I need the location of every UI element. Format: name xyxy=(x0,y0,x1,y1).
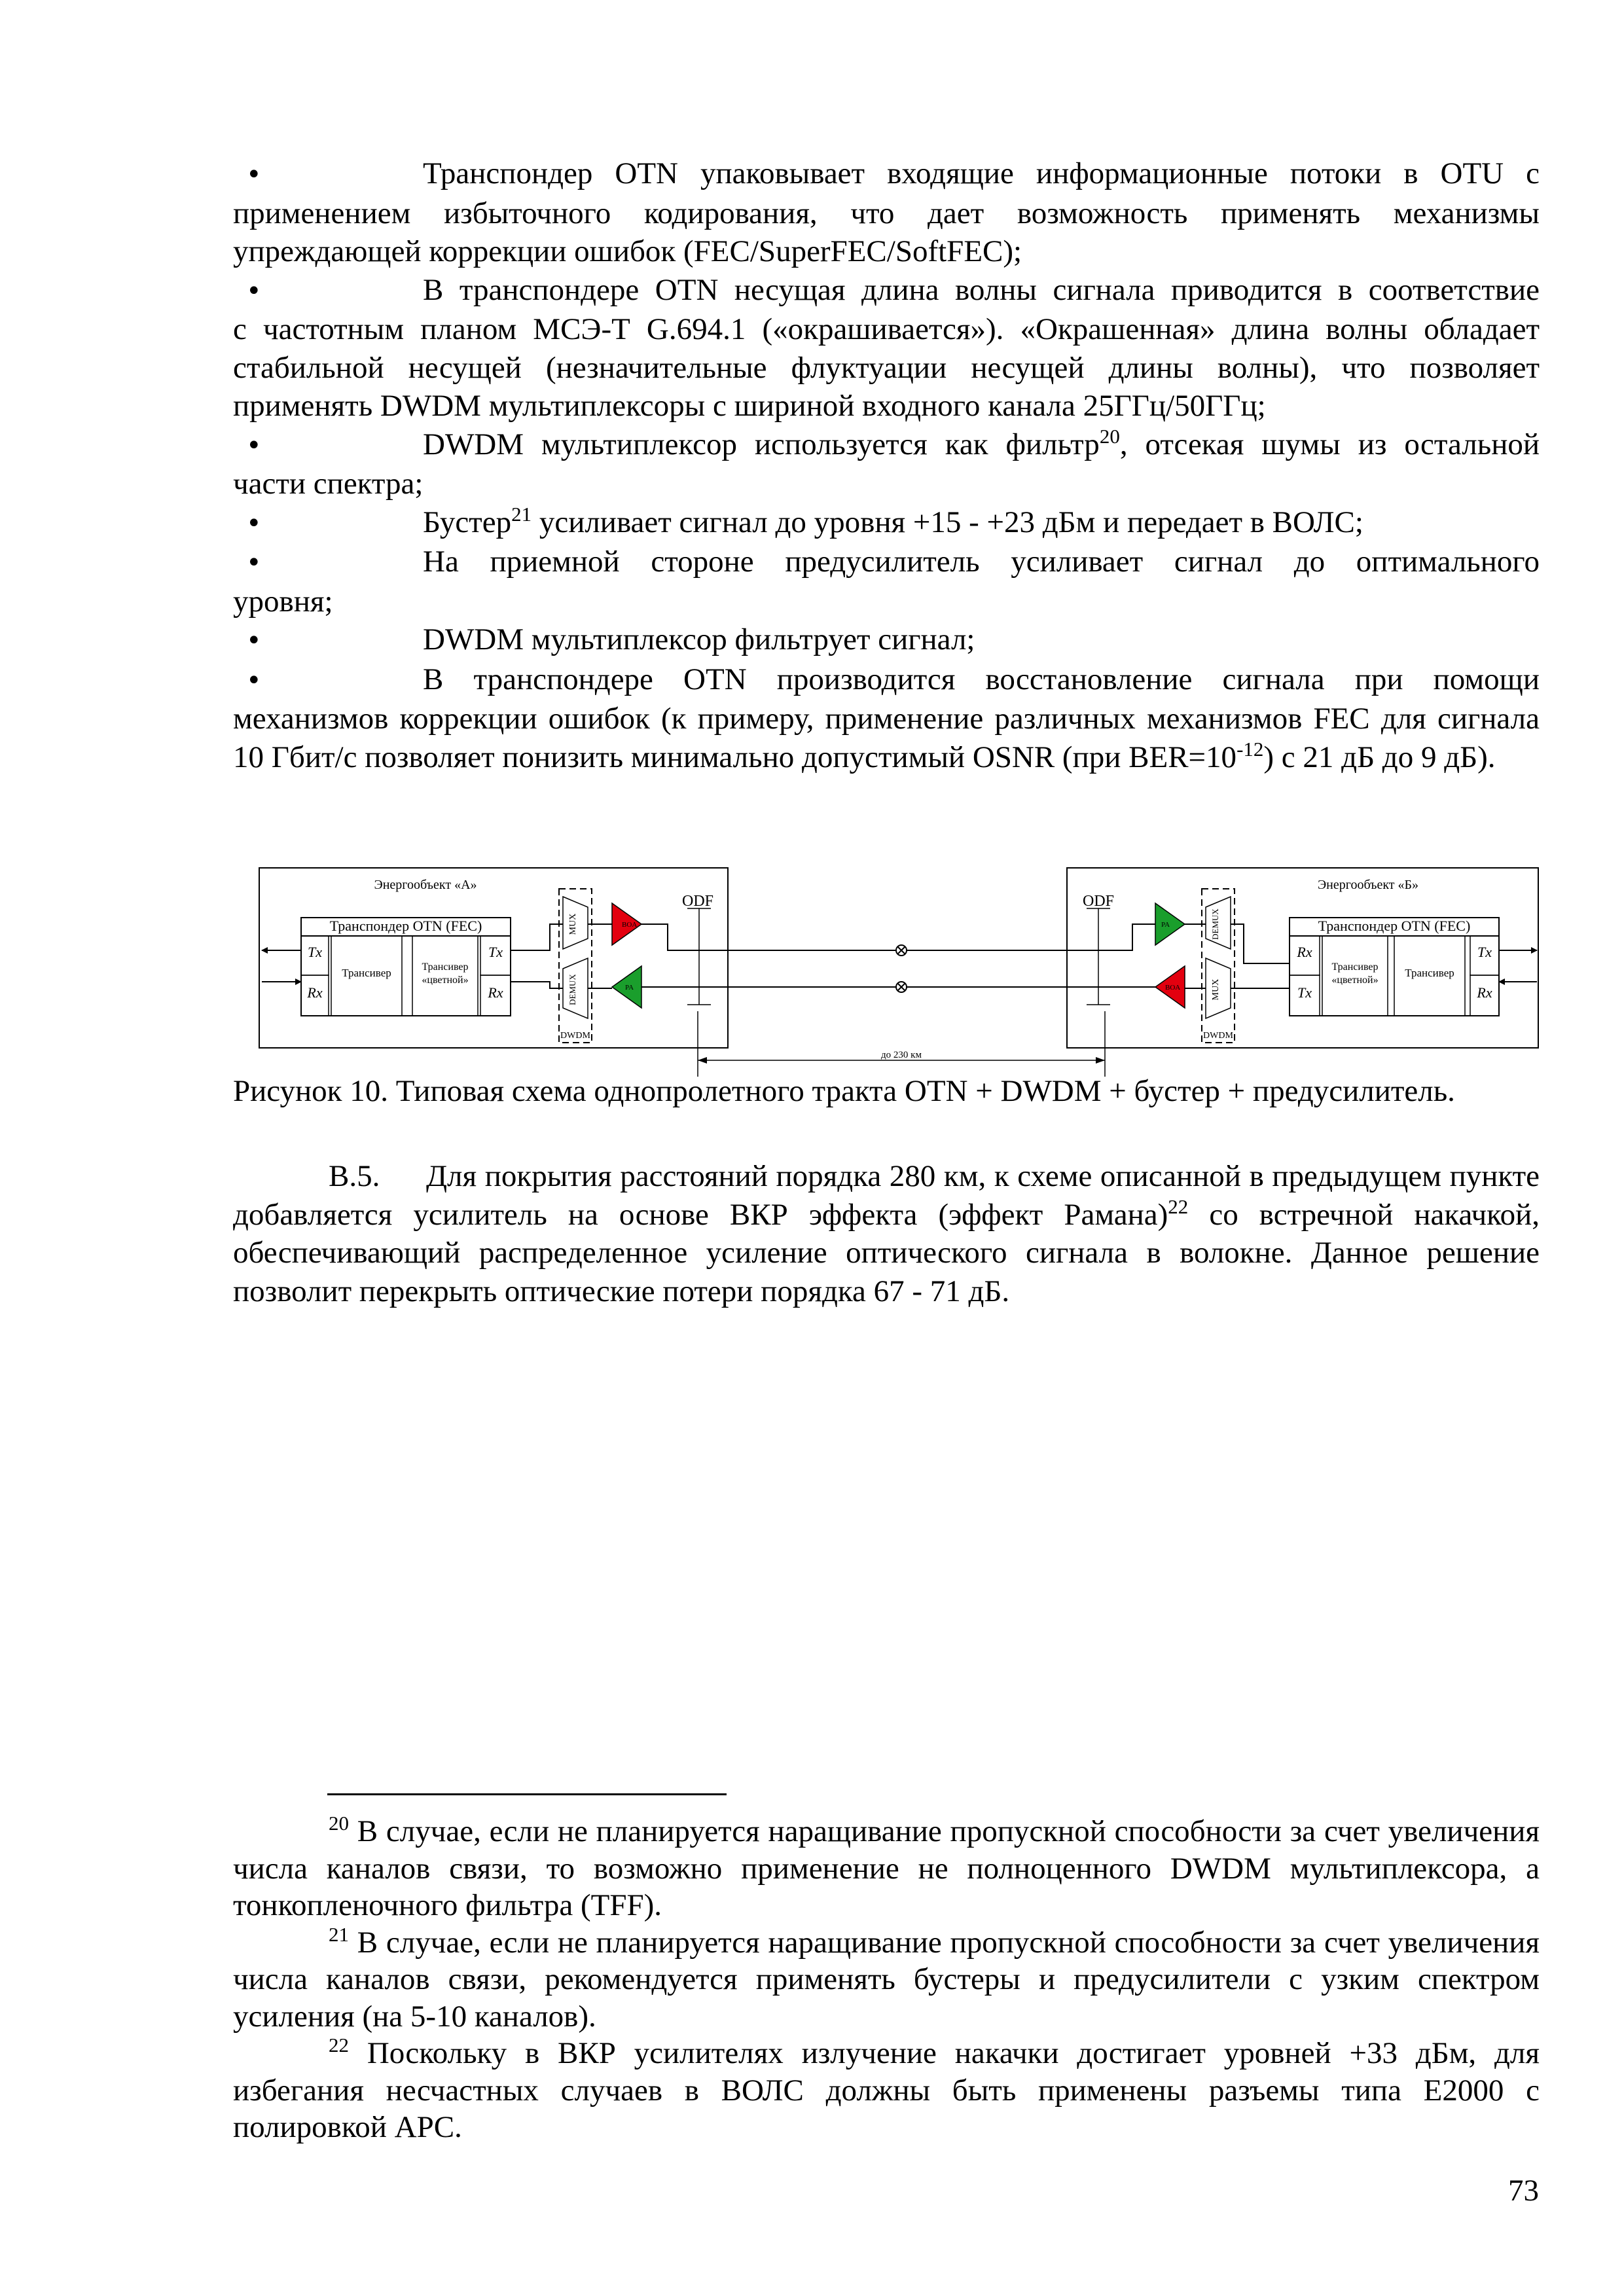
site-a-label: Энергообъект «А» xyxy=(374,878,477,892)
otn-dwdm-diagram xyxy=(255,864,1542,1080)
svg-text:Трансивер: Трансивер xyxy=(1331,961,1379,973)
footnote-ref: 20 xyxy=(1099,424,1120,448)
svg-text:BOA: BOA xyxy=(622,921,638,929)
bullet-item: •На приемной стороне предусилитель усиливает сигнал до оптимального уровня; xyxy=(233,543,1540,620)
transceiver-label: Трансивер xyxy=(342,967,391,979)
footnote: $^{21}$ В случае, если не планируется наращивание пропускной способности за счет увеличения числа каналов связи, рекомендуется применять бустеры и предусилители с узким спектром усиления (на 5-10 каналов). xyxy=(233,1922,1540,2034)
footnote: $^{22}$ Поскольку в ВКР усилителях излучение накачки достигает уровней +33 дБм, для избегания несчастных случаев в ВОЛС должны быть применены разъемы типа E2000 с полировкой APC. xyxy=(233,2034,1540,2144)
section-b5: В.5. Для покрытия расстояний порядка 280 км, к схеме описанной в предыдущем пункте добавляется усилитель на основе ВКР эффекта (эффект Рамана)$^{22}$ со встречной накачкой, обеспечивающий распределенное усиление оптического сигнала в волокне. Данное решение позволит перекрыть оптические потери порядка 67 - 71 дБ. xyxy=(233,1157,1540,1310)
svg-text:Трансивер: Трансивер xyxy=(1405,967,1454,979)
distance-label: до 230 км xyxy=(881,1050,922,1060)
footnote-ref: 21 xyxy=(511,502,532,526)
figure-caption: Рисунок 10. Типовая схема однопролетного тракта OTN + DWDM + бустер + предусилитель. xyxy=(233,1074,1455,1108)
bullet-item: •Бустер$^{21}$ усиливает сигнал до уровня +15 - +23 дБм и передает в ВОЛС; xyxy=(233,503,1540,543)
svg-text:MUX: MUX xyxy=(1211,978,1221,1001)
svg-text:Rx: Rx xyxy=(1297,944,1312,960)
svg-text:«цветной»: «цветной» xyxy=(1331,975,1379,986)
svg-text:Tx: Tx xyxy=(1297,984,1312,1001)
svg-text:Rx: Rx xyxy=(1477,984,1492,1001)
tx-label: Tx xyxy=(308,944,322,960)
bullet-icon xyxy=(233,271,423,311)
footnote: $^{20}$ В случае, если не планируется наращивание пропускной способности за счет увеличения числа каналов связи, то возможно применение не полноценного DWDM мультиплексора, а тонкопленочного фильтра (TFF). xyxy=(233,1812,1540,1922)
svg-text:DWDM: DWDM xyxy=(560,1031,590,1041)
svg-text:MUX: MUX xyxy=(568,913,578,935)
footnote-separator xyxy=(327,1793,727,1795)
transponder-b-label: Транспондер OTN (FEC) xyxy=(1318,918,1471,934)
svg-text:PA: PA xyxy=(1161,921,1170,929)
odf-a-label: ODF xyxy=(681,893,714,910)
svg-text:DEMUX: DEMUX xyxy=(1210,908,1220,940)
odf-b-label: ODF xyxy=(1082,893,1115,910)
bullet-icon xyxy=(233,543,423,583)
svg-text:DWDM: DWDM xyxy=(1203,1031,1233,1041)
svg-text:Tx: Tx xyxy=(488,944,503,960)
bullet-icon xyxy=(233,660,423,700)
bullet-icon xyxy=(233,620,423,660)
preamp-b-amplifier xyxy=(1155,903,1185,945)
bullet-item: •Транспондер OTN упаковывает входящие информационные потоки в OTU с применением избыточного кодирования, что дает возможность применять механизмы упреждающей коррекции ошибок (FEC/SuperFEC/SoftFEC); xyxy=(233,154,1540,271)
bullet-list xyxy=(233,154,1540,776)
svg-text:BOA: BOA xyxy=(1165,984,1181,992)
bullet-icon xyxy=(233,425,423,465)
bullet-item: •В транспондере OTN несущая длина волны сигнала приводится в соответствие с частотным планом МСЭ-Т G.694.1 («окрашивается»). «Окрашенная» длина волны обладает стабильной несущей (незначительные флуктуации несущей длины волны), что позволяет применять DWDM мультиплексоры с шириной входного канала 25ГГц/50ГГц; xyxy=(233,271,1540,425)
bullet-item: •DWDM мультиплексор фильтрует сигнал; xyxy=(233,620,1540,660)
footnote-ref: 22 xyxy=(1168,1194,1189,1218)
svg-text:Tx: Tx xyxy=(1477,944,1492,960)
rx-label: Rx xyxy=(307,984,323,1001)
svg-text:Трансивер: Трансивер xyxy=(422,961,469,973)
dwdm-a-box xyxy=(559,889,592,1043)
bullet-icon xyxy=(233,154,423,194)
bullet-item: •DWDM мультиплексор используется как фильтр$^{20}$, отсекая шумы из остальной части спектра; xyxy=(233,425,1540,503)
svg-text:DEMUX: DEMUX xyxy=(568,974,577,1005)
svg-text:PA: PA xyxy=(625,984,634,992)
transponder-a-label: Транспондер OTN (FEC) xyxy=(329,918,482,934)
footnotes xyxy=(233,1813,1540,2146)
svg-text:«цветной»: «цветной» xyxy=(422,975,469,986)
page-number: 73 xyxy=(1508,2174,1539,2208)
bullet-icon xyxy=(233,503,423,543)
bullet-item: •В транспондере OTN производится восстановление сигнала при помощи механизмов коррекции ошибок (к примеру, применение различных механизмов FEC для сигнала 10 Гбит/с позволяет понизить минимально допустимый OSNR (при $BER=10^{-12}$) с 21 дБ до 9 дБ). xyxy=(233,660,1540,777)
section-number: В.5. xyxy=(329,1159,380,1193)
site-b-label: Энергообъект «Б» xyxy=(1317,878,1419,892)
svg-text:Rx: Rx xyxy=(488,984,503,1001)
